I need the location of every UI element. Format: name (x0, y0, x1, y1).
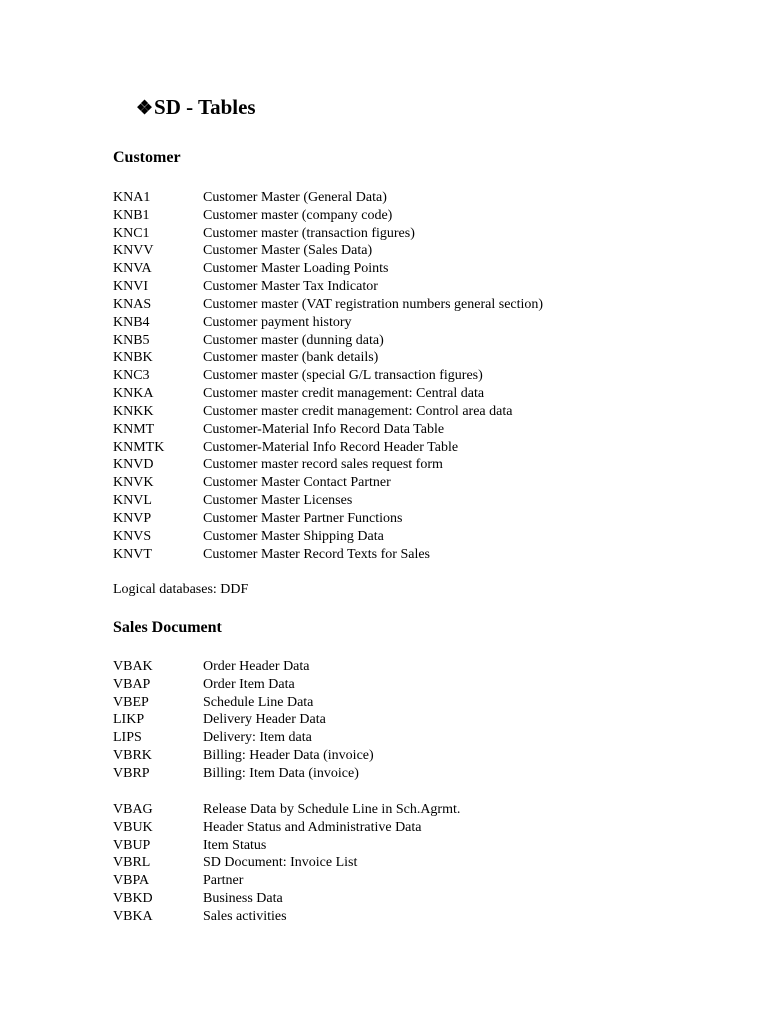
table-description: Customer master (transaction figures) (203, 225, 415, 241)
sales-document-group-2 (113, 801, 460, 926)
table-code: VBEP (113, 694, 149, 710)
table-description: Schedule Line Data (203, 694, 314, 710)
table-description: Customer Master Partner Functions (203, 510, 403, 526)
table-code: LIPS (113, 730, 142, 746)
table-code: VBRL (113, 855, 151, 871)
table-code: KNVT (113, 546, 152, 562)
table-row (113, 694, 374, 712)
table-row (113, 747, 374, 765)
sales-document-heading: Sales Document (113, 619, 222, 636)
table-row (113, 819, 460, 837)
table-row (113, 528, 543, 546)
table-description: Customer master (company code) (203, 207, 393, 223)
table-description: Header Status and Administrative Data (203, 819, 422, 835)
table-description: Item Status (203, 837, 267, 853)
table-code: KNVP (113, 510, 152, 526)
table-row (113, 765, 374, 783)
table-code: KNBK (113, 350, 153, 366)
table-description: Business Data (203, 891, 283, 907)
diamond-bullet-icon: ❖ (136, 98, 154, 119)
table-code: VBUP (113, 837, 151, 853)
table-code: KNAS (113, 296, 152, 312)
table-row (113, 474, 543, 492)
table-description: Customer Master Licenses (203, 493, 353, 509)
table-row (113, 510, 543, 528)
table-code: KNC3 (113, 368, 150, 384)
table-description: Order Header Data (203, 659, 310, 674)
table-description: Customer Master (Sales Data) (203, 243, 373, 259)
table-row (113, 278, 543, 296)
table-row (113, 421, 543, 439)
table-code: VBPA (113, 873, 150, 889)
table-code: LIKP (113, 712, 145, 728)
table-description: Billing: Header Data (invoice) (203, 748, 374, 764)
sales-document-group-1 (113, 658, 374, 783)
customer-table-list (113, 189, 543, 563)
table-description: Customer-Material Info Record Header Table (203, 439, 459, 455)
page-title-text: SD - Tables (154, 95, 256, 119)
table-code: KNMTK (113, 439, 165, 455)
table-description: Customer Master Loading Points (203, 261, 389, 277)
table-code: KNKA (113, 386, 154, 402)
table-row (113, 439, 543, 457)
table-code: VBAP (113, 676, 151, 692)
table-row (113, 546, 543, 564)
table-description: Customer payment history (203, 314, 352, 330)
table-code: KNB4 (113, 314, 150, 330)
table-description: Customer Master Contact Partner (203, 475, 391, 491)
table-row (113, 225, 543, 243)
table-row (113, 385, 543, 403)
table-row (113, 349, 543, 367)
table-row (113, 890, 460, 908)
table-code: KNMT (113, 421, 155, 437)
table-description: Customer master (bank details) (203, 350, 379, 366)
table-description: Customer Master Tax Indicator (203, 279, 378, 295)
table-description: Customer master credit management: Control area data (203, 403, 513, 419)
table-row (113, 260, 543, 278)
table-row (113, 242, 543, 260)
table-code: KNB1 (113, 207, 150, 223)
table-code: KNVV (113, 243, 154, 259)
table-description: Order Item Data (203, 676, 295, 692)
table-code: KNC1 (113, 225, 150, 241)
table-code: KNVS (113, 528, 152, 544)
table-row (113, 403, 543, 421)
table-description: Customer Master (General Data) (203, 190, 387, 205)
table-row (113, 676, 374, 694)
table-code: VBAK (113, 659, 153, 674)
page-title (136, 93, 256, 123)
table-row (113, 456, 543, 474)
table-row (113, 296, 543, 314)
table-description: Partner (203, 873, 244, 889)
table-code: KNVK (113, 475, 154, 491)
table-code: VBAG (113, 802, 153, 817)
table-code: KNVD (113, 457, 154, 473)
table-row (113, 332, 543, 350)
table-description: Customer master record sales request form (203, 457, 443, 473)
table-description: Customer Master Shipping Data (203, 528, 384, 544)
table-description: Customer master (VAT registration numbers general section) (203, 296, 544, 312)
table-description: Delivery Header Data (203, 712, 326, 728)
table-code: VBKA (113, 908, 153, 924)
table-row (113, 908, 460, 926)
table-description: SD Document: Invoice List (203, 855, 358, 871)
table-row (113, 658, 374, 676)
table-row (113, 854, 460, 872)
table-code: VBRK (113, 748, 152, 764)
table-row (113, 492, 543, 510)
table-row (113, 837, 460, 855)
table-description: Customer master (special G/L transaction figures) (203, 368, 483, 384)
table-row (113, 801, 460, 819)
table-row (113, 729, 374, 747)
table-code: KNB5 (113, 332, 150, 348)
table-description: Sales activities (203, 908, 287, 924)
table-row (113, 189, 543, 207)
table-code: VBUK (113, 819, 153, 835)
table-row (113, 207, 543, 225)
table-code: KNA1 (113, 190, 151, 205)
table-code: KNKK (113, 403, 154, 419)
table-description: Customer-Material Info Record Data Table (203, 421, 445, 437)
table-code: VBRP (113, 765, 150, 781)
table-code: KNVL (113, 493, 152, 509)
table-description: Delivery: Item data (203, 730, 312, 746)
table-code: KNVI (113, 279, 148, 295)
table-row (113, 367, 543, 385)
table-row (113, 314, 543, 332)
table-description: Release Data by Schedule Line in Sch.Agrmt. (203, 802, 461, 817)
table-description: Billing: Item Data (invoice) (203, 765, 359, 781)
logical-databases-note: Logical databases: DDF (113, 582, 249, 597)
table-description: Customer master (dunning data) (203, 332, 384, 348)
table-row (113, 872, 460, 890)
customer-heading: Customer (113, 149, 181, 166)
table-code: KNVA (113, 261, 152, 277)
table-row (113, 711, 374, 729)
table-code: VBKD (113, 891, 153, 907)
table-description: Customer Master Record Texts for Sales (203, 546, 430, 562)
table-description: Customer master credit management: Central data (203, 386, 485, 402)
